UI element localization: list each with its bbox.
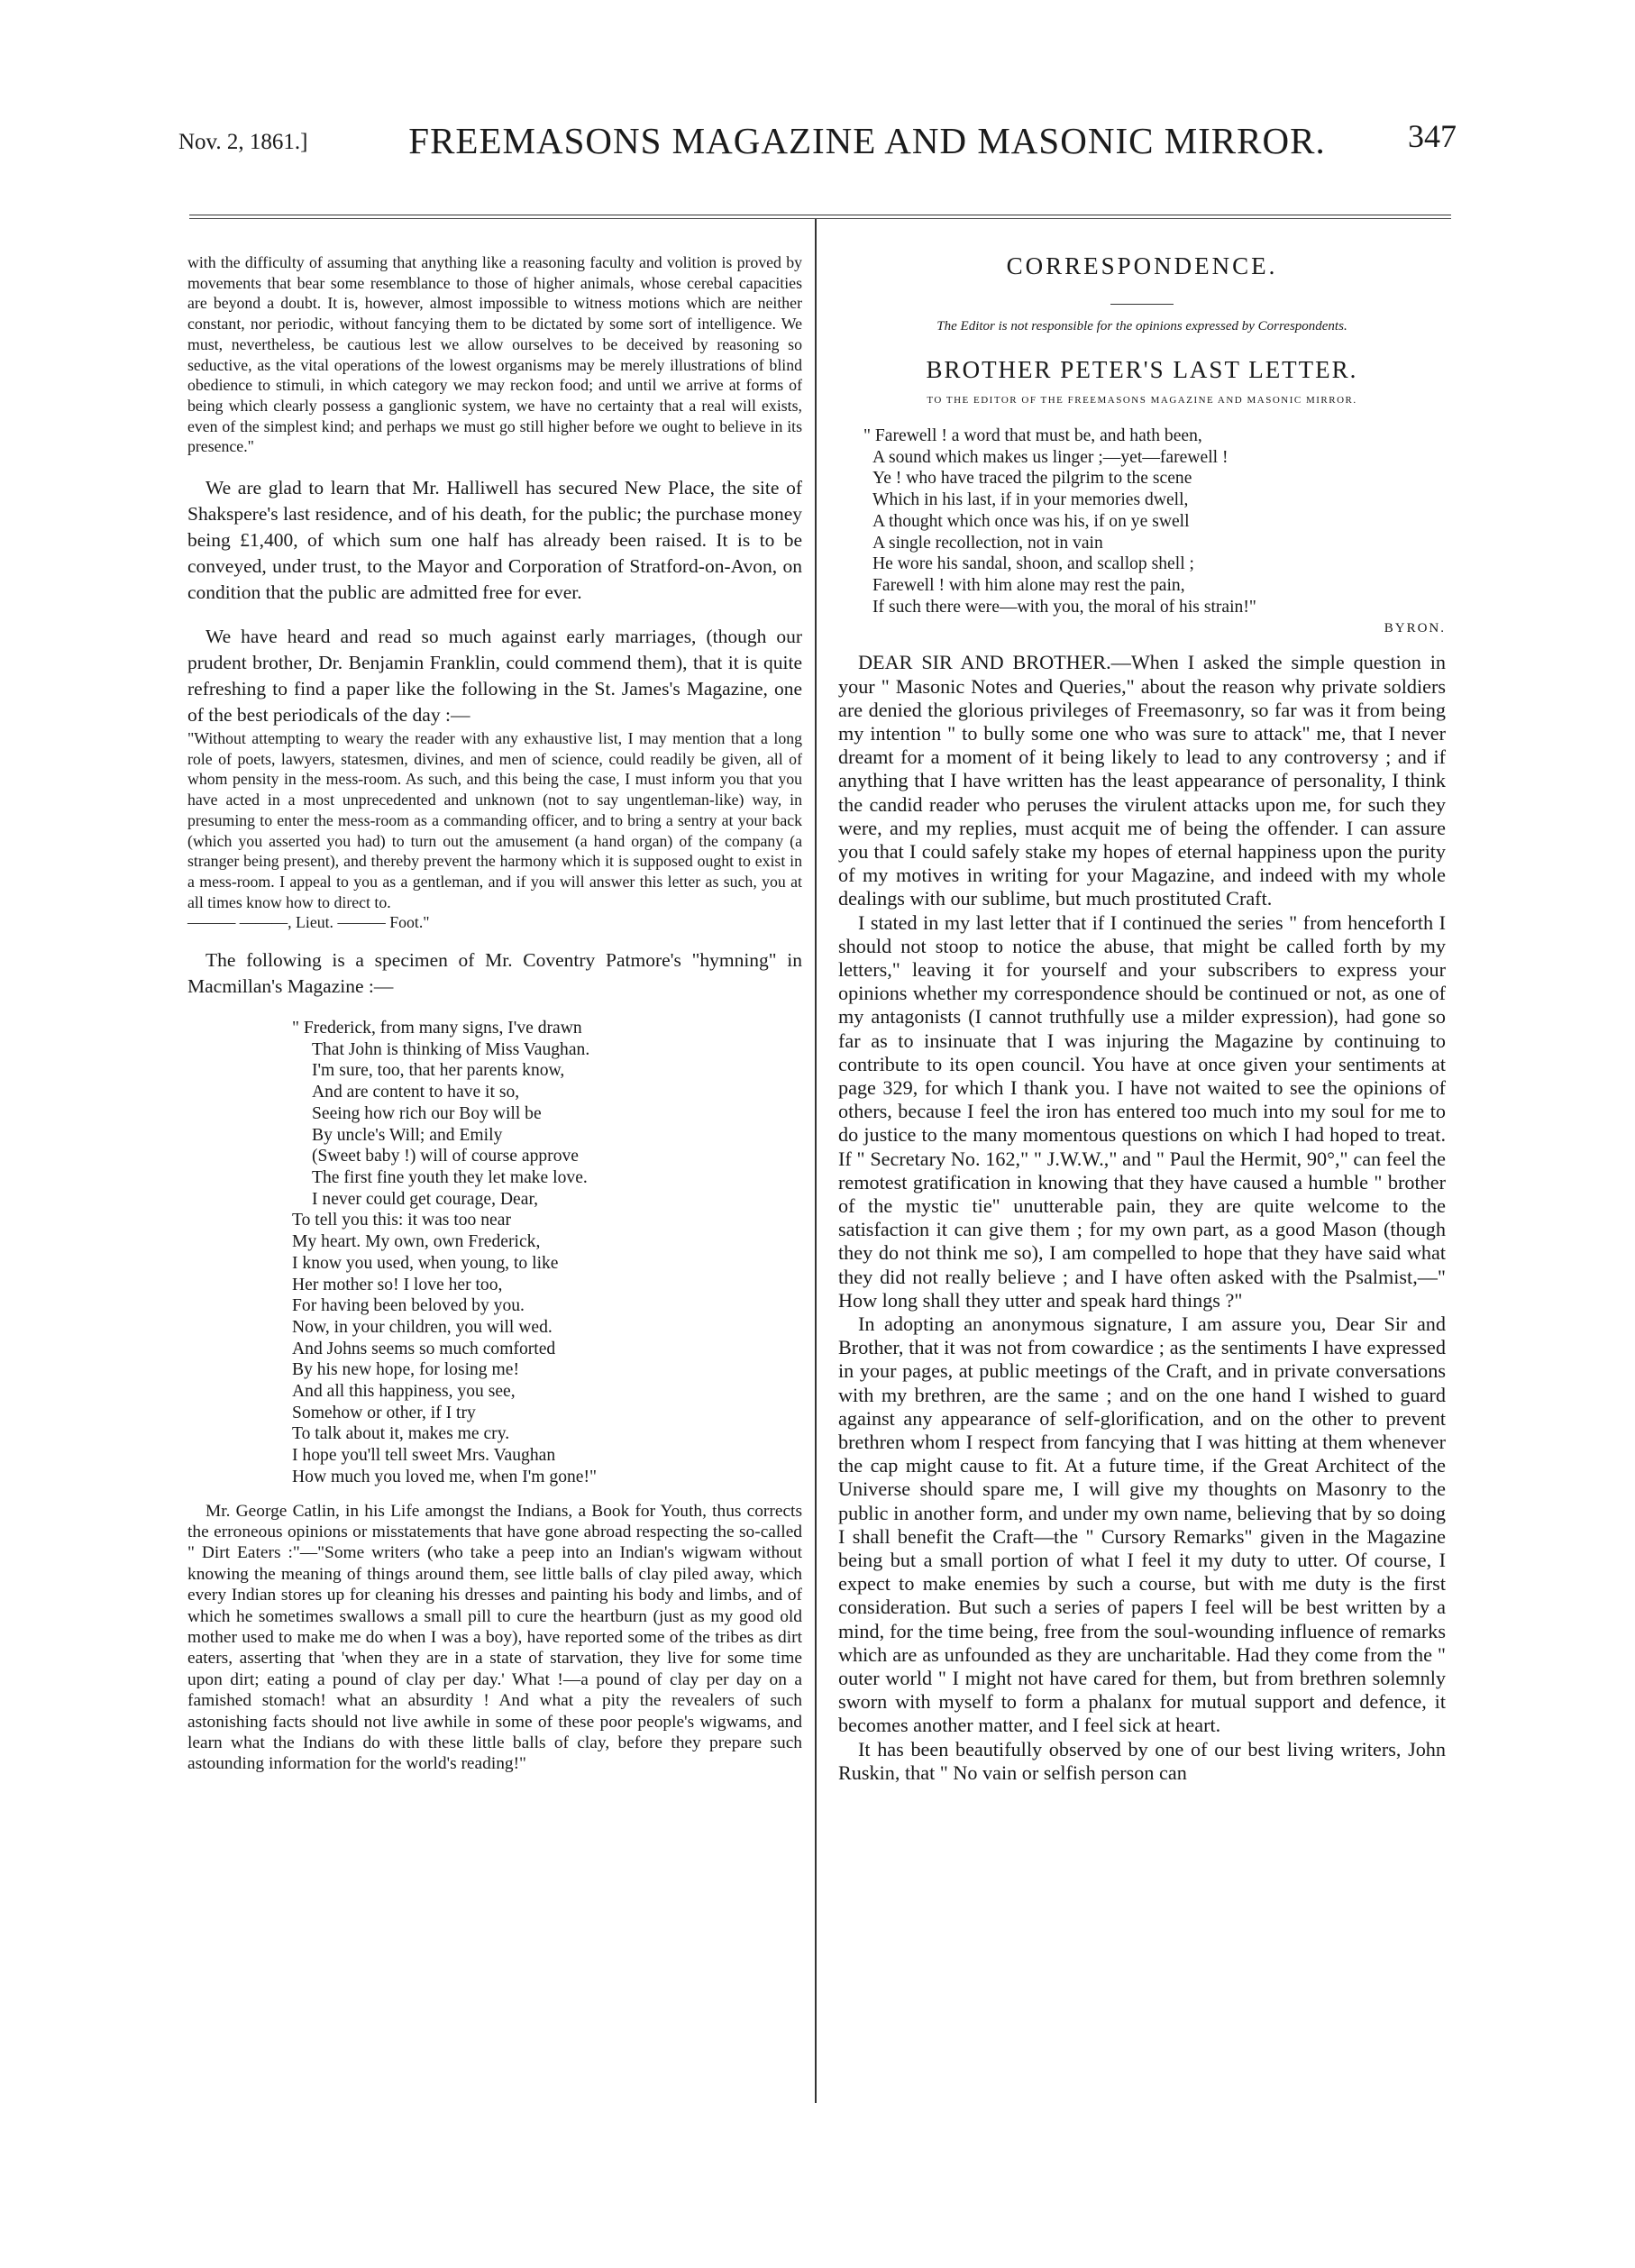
header-rule-second xyxy=(189,218,1451,219)
poem-line: That John is thinking of Miss Vaughan. xyxy=(312,1039,590,1059)
patmore-block xyxy=(187,947,802,1000)
paragraph-catlin: Mr. George Catlin, in his Life amongst the Indians, a Book for Youth, thus corrects the erroneous opinions or misstatements that have gone abroad respecting the so-called " Dirt Eaters :"—"Some writers (who take a peep into an Indian's wigwam without knowing the meaning of things around them, see little balls of clay piled away, which every Indian stores up for cleaning his dresses and painting his body and limbs, and of which he sometimes swallows a small pill to cure the heartburn (just as my good old mother used to make me do when I was a boy), have reported some of the tribes as dirt eaters, asserting that 'when they are in a state of starvation, they live for some time upon dirt; eating a pound of clay per day.' What !—a pound of clay per day on a famished stomach! what an absurdity ! And what a pity the revealers of such astonishing facts should not live awhile in some of these poor people's wigwams, and learn what the Indians do with these little balls of clay, before they prepare such astounding information for the world's reading!" xyxy=(187,1501,802,1774)
letter-paragraph: It has been beautifully observed by one of our best living writers, John Ruskin, that " No vain or selfish person can xyxy=(838,1737,1446,1784)
poem-line: By uncle's Will; and Emily xyxy=(312,1125,503,1145)
poem-line: The first fine youth they let make love. xyxy=(312,1167,588,1187)
poem-line: And are content to have it so, xyxy=(312,1083,520,1102)
letter-body xyxy=(838,651,1446,1785)
patmore-poem xyxy=(187,1018,802,1487)
poem-line: I hope you'll tell sweet Mrs. Vaughan xyxy=(292,1446,556,1466)
section-title: CORRESPONDENCE. xyxy=(1006,252,1278,279)
paragraph-patmore: The following is a specimen of Mr. Coventry Patmore's "hymning" in Macmillan's Magazine :— xyxy=(187,949,802,998)
column-divider xyxy=(815,219,817,2103)
poem-author: BYRON. xyxy=(1384,621,1446,636)
poem-line: Seeing how rich our Boy will be xyxy=(312,1103,542,1123)
byron-poem xyxy=(838,425,1446,617)
letter-paragraph: I stated in my last letter that if I continued the series " from henceforth I should not stoop to notice the abuse, that might be called forth by my letters," leaving it for yourself and your subscribers to express your opinions whether my correspondence should be continued or not, as one of my antagonists (I cannot truthfully use a milder expression), had gone so far as to insinuate that I was injuring the Magazine by continuing to contribute to its open council. You have at once given your sentiments at page 329, for which I thank you. I have not waited to see the opinions of others, because I feel the iron has entered too much into my soul for me to do justice to the many momentous questions on which I had hoped to treat. If " Secretary No. 162," " J.W.W.," and " Paul the Hermit, 90°," can feel the remotest gratification in knowing that they have caused a humble " brother of the mystic tie" unutterable pain, they are quite welcome to the satisfaction it can give them ; for my own part, as a good Mason (though they do not think me so), I am compelled to hope that they have said what they did not really believe ; and I have often asked with the Psalmist,—" How long shall they utter and speak hard things ?" xyxy=(838,910,1446,1312)
poem-line: I never could get courage, Dear, xyxy=(312,1189,539,1209)
poem-line: For having been beloved by you. xyxy=(292,1296,525,1316)
letter-quote: "Without attempting to weary the reader with any exhaustive list, I may mention that a long role of poets, lawyers, statesmen, divines, and men of science, could readily be given, all of whom pensity in the mess-room. As such, and this being the case, I must inform you that you have acted in a most unprecedented and unknown (not to say ungentleman-like) way, in presuming to enter the mess-room as a commanding officer, and to bring a sentry at your back (which you asserted you had) to turn out the amusement (a hand organ) of the company (a stranger being present), and thereby prevent the harmony which it is supposed ought to exist in a mess-room. I appeal to you as a gentleman, and if you will answer this letter as such, you at all times know how to direct to. xyxy=(187,729,802,911)
letter-quote-block xyxy=(187,728,802,933)
poem-line: I know you used, when young, to like xyxy=(292,1253,559,1273)
poem-line: I'm sure, too, that her parents know, xyxy=(312,1061,565,1081)
letter-signature: ——— ———, Lieut. ——— Foot." xyxy=(187,913,430,932)
poem-line: A sound which makes us linger ;—yet—farewell ! xyxy=(872,447,1229,467)
poem-line: " Frederick, from many signs, I've drawn xyxy=(292,1019,582,1038)
left-column xyxy=(187,252,802,1775)
poem-line: Now, in your children, you will wed. xyxy=(292,1317,553,1337)
page-header xyxy=(178,115,1457,166)
masthead-title: FREEMASONS MAGAZINE AND MASONIC MIRROR. xyxy=(408,120,1326,161)
poem-line: My heart. My own, own Frederick, xyxy=(292,1232,541,1252)
paragraph-halliwell: We are glad to learn that Mr. Halliwell has secured New Place, the site of Shakspere's last residence, and of his death, for the public; the purchase money being £1,400, of which sum one half has already been raised. It is to be conveyed, under trust, to the Mayor and Corporation of Stratford-on-Avon, on condition that the public are admitted free for ever. xyxy=(187,477,802,604)
poem-line: By his new hope, for losing me! xyxy=(292,1360,519,1380)
poem-line: Farewell ! with him alone may rest the pain, xyxy=(872,575,1185,595)
paragraph-marriages: We have heard and read so much against early marriages, (though our prudent brother, Dr. Benjamin Franklin, could commend them), that it is quite refreshing to find a paper like the following in the St. James's Magazine, one of the best periodicals of the day :— xyxy=(187,626,802,727)
poem-line: To talk about it, makes me cry. xyxy=(292,1424,510,1444)
catlin-block xyxy=(187,1501,802,1775)
right-column xyxy=(838,252,1446,1785)
page-number: 347 xyxy=(1408,118,1457,154)
poem-line: How much you loved me, when I'm gone!" xyxy=(292,1467,598,1486)
addressee-line: TO THE EDITOR OF THE FREEMASONS MAGAZINE AND MASONIC MIRROR. xyxy=(927,395,1357,406)
poem-line: A thought which once was his, if on ye swell xyxy=(872,511,1190,531)
issue-date: Nov. 2, 1861.] xyxy=(178,130,308,154)
poem-line: " Farewell ! a word that must be, and hath been, xyxy=(863,426,1202,445)
halliwell-block xyxy=(187,475,802,606)
poem-line: A single recollection, not in vain xyxy=(872,533,1103,553)
letter-paragraph: DEAR SIR AND BROTHER.—When I asked the simple question in your " Masonic Notes and Queries," about the reason why private soldiers are denied the glorious privileges of Freemasonry, so far was it from being my intention " to bully some one who was sure to attack" me, that I never dreamt for a moment of it being likely to lead to any controversy ; and if anything that I have written has the least appearance of personality, I think the candid reader who peruses the virulent attacks upon me, for such they were, and my replies, must acquit me of being the offender. I can assure you that I could safely stake my hopes of eternal happiness upon the purity of my motives in writing for your Magazine, and indeed with my whole dealings with our sublime, but much prostituted Craft. xyxy=(838,651,1446,910)
quote-continued-block xyxy=(187,252,802,457)
marriages-block xyxy=(187,624,802,728)
poem-line: And all this happiness, you see, xyxy=(292,1382,516,1402)
poem-line: Ye ! who have traced the pilgrim to the scene xyxy=(872,469,1192,489)
poem-line: Her mother so! I love her too, xyxy=(292,1275,503,1294)
poem-line: Somehow or other, if I try xyxy=(292,1403,476,1422)
poem-line: Which in his last, if in your memories dwell, xyxy=(872,490,1189,510)
editor-disclaimer: The Editor is not responsible for the opinions expressed by Correspondents. xyxy=(936,319,1347,334)
section-rule xyxy=(1110,304,1174,305)
quote-continued: with the difficulty of assuming that anything like a reasoning faculty and volition is proved by movements that bear some resemblance to those of higher animals, whose cerebal capacities are beyond a doubt. It is, however, almost impossible to witness motions which are neither constant, nor periodic, without fancying them to be dictated by some sort of intelligence. We must, nevertheless, be cautious lest we allow ourselves to be deceived by reasoning so seductive, as the vital operations of the lowest organisms may be merely illustrations of blind obedience to stimuli, in which category we may reckon food; and until we arrive at forms of being which clearly possess a ganglionic system, we have no certainty that a real will exists, even of the simplest kind; and perhaps we must go still higher before we ought to believe in its presence." xyxy=(187,253,802,456)
letter-paragraph: In adopting an anonymous signature, I am assure you, Dear Sir and Brother, that it was not from cowardice ; as the sentiments I have expressed in your pages, at public meetings of the Craft, and in private conversations with my brethren, are the same ; and on the one hand I wished to guard against any appearance of self-glorification, and on the other to prevent brethren whom I respect from fancying that I was hitting at them whenever the cap might cause to fit. At a future time, if the Great Architect of the Universe should spare me, I will give my thoughts on Masonry to the public in another form, and under my own name, believing that by so doing I shall benefit the Craft—the " Cursory Remarks" given in the Magazine being but a small portion of what I feel it my duty to utter. Of course, I expect to make enemies by such a course, but with me duty is the first consideration. But such a series of papers I feel will be best written by a mind, for the time being, free from the soul-wounding influence of remarks which are as unfounded as they are uncharitable. Had they come from the " outer world " I might not have cared for them, but from brethren solemnly sworn with myself to form a phalanx for mutual support and defence, it becomes another matter, and I feel sick at heart. xyxy=(838,1312,1446,1737)
poem-line: If such there were—with you, the moral of his strain!" xyxy=(872,597,1256,617)
poem-line: To tell you this: it was too near xyxy=(292,1211,511,1230)
article-title: BROTHER PETER'S LAST LETTER. xyxy=(926,356,1358,383)
poem-line: He wore his sandal, shoon, and scallop shell ; xyxy=(872,554,1194,574)
poem-line: And Johns seems so much comforted xyxy=(292,1339,556,1358)
poem-line: (Sweet baby !) will of course approve xyxy=(312,1147,579,1166)
